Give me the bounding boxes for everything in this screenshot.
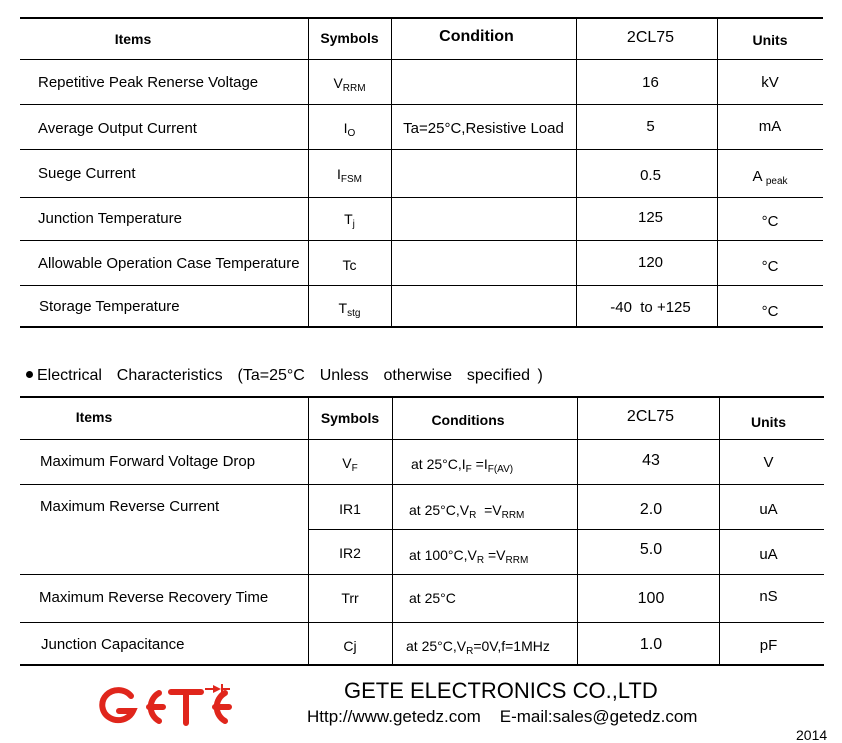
table-column-line (577, 396, 578, 665)
row-value: 43 (642, 452, 660, 469)
row-item-label: Storage Temperature (39, 298, 180, 315)
header-units: Units (751, 414, 786, 430)
header-symbols: Symbols (320, 30, 379, 46)
table-border (20, 396, 824, 398)
row-condition: at $25^\circ C,I_F =I_{F(AV)}$ (411, 456, 514, 475)
header-units: Units (752, 32, 788, 48)
row-value: 0.5 (640, 167, 661, 184)
table-divider (20, 622, 824, 623)
row-unit: °C (761, 303, 779, 320)
table-divider (20, 197, 823, 198)
table-divider (20, 59, 823, 60)
row-item-label: Junction Temperature (38, 210, 182, 227)
row-symbol: Tc (342, 257, 357, 273)
table-column-line (719, 396, 720, 665)
row-item-label: Average Output Current (38, 120, 197, 137)
row-unit: kV (761, 74, 779, 91)
table-border (20, 326, 823, 328)
row-condition: at $25^\circ C,V_R =V_{RRM}$ (409, 502, 525, 521)
row-unit: nS (759, 588, 778, 605)
contact-line (307, 707, 697, 727)
row-unit: A $_{peak}$ (752, 168, 788, 187)
row-unit: uA (759, 501, 778, 518)
table-border (20, 17, 823, 19)
row-symbol: $V_F$ (342, 455, 358, 474)
row-item-label: Maximum Reverse Recovery Time (39, 589, 269, 606)
row-value: 1.0 (639, 636, 663, 653)
header-condition: Condition (439, 28, 514, 45)
row-value: 5 (646, 118, 655, 135)
row-symbol: $T_{stg}$ (338, 300, 361, 319)
table-divider (20, 484, 824, 485)
row-value: 125 (637, 209, 664, 226)
row-symbol: Cj (343, 638, 357, 654)
row-symbol: IR1 (339, 501, 361, 517)
table-divider (308, 529, 824, 530)
header-part-number: 2CL75 (626, 29, 675, 46)
row-unit: °C (761, 213, 779, 230)
row-condition: at $100^\circ C,V_R =V_{RRM}$ (409, 547, 529, 566)
section-title: Electrical Characteristics (Ta=25°C Unless otherwise specified ) (26, 367, 543, 385)
row-symbol: Trr (341, 590, 359, 606)
table-divider (20, 285, 823, 286)
row-item-label: Junction Capacitance (41, 636, 185, 653)
table-divider (20, 574, 824, 575)
row-value: 100 (637, 590, 665, 607)
table-border (20, 664, 824, 666)
row-item-label: Repetitive Peak Renerse Voltage (38, 74, 259, 91)
row-unit: mA (758, 118, 782, 135)
table-column-line (391, 17, 392, 327)
row-symbol: $V_{RRM}$ (333, 75, 366, 94)
electrical-characteristics-table (20, 396, 824, 668)
table-divider (20, 439, 824, 440)
row-symbol: IR2 (339, 545, 361, 561)
company-name: GETE ELECTRONICS CO.,LTD (344, 678, 658, 703)
email-link[interactable]: E-mail:sales@getedz.com (499, 707, 698, 726)
table-divider (20, 149, 823, 150)
table-column-line (392, 396, 393, 665)
row-item-label: Maximum Reverse Current (40, 498, 220, 515)
row-condition: at 25°C (409, 590, 456, 606)
header-items: Items (114, 31, 152, 47)
header-part-number: 2CL75 (626, 408, 675, 425)
table-divider (20, 104, 823, 105)
header-items: Items (75, 409, 113, 425)
row-value: 16 (642, 74, 659, 91)
website-link[interactable]: Http://www.getedz.com (307, 707, 481, 726)
row-item-label: Allowable Operation Case Temperature (38, 255, 300, 272)
row-item-label: Suege Current (38, 165, 136, 182)
row-item-label: Maximum Forward Voltage Drop (40, 453, 256, 470)
company-logo (95, 683, 237, 732)
ratings-table (20, 17, 823, 329)
row-symbol: $I_{FSM}$ (337, 166, 362, 185)
row-unit: °C (761, 258, 779, 275)
row-unit: pF (759, 637, 778, 654)
bullet-icon (26, 371, 33, 378)
row-symbol: $I_O$ (343, 120, 356, 139)
row-value: 120 (637, 254, 664, 271)
table-divider (20, 240, 823, 241)
row-unit: V (763, 454, 774, 471)
row-value: 5.0 (639, 541, 663, 558)
row-value: 2.0 (639, 501, 663, 518)
header-symbols: Symbols (320, 410, 380, 426)
row-condition: at $25^\circ C,V_R=0V,f=1MHz$ (406, 638, 550, 657)
row-condition: Ta=25°C,Resistive Load (403, 120, 564, 137)
table-column-line (308, 396, 309, 665)
header-conditions: Conditions (431, 412, 505, 428)
row-symbol: $T_j$ (344, 211, 355, 230)
document-year: 2014 (796, 727, 828, 743)
row-value: -40 to +125 (610, 299, 691, 316)
row-unit: uA (759, 546, 778, 563)
